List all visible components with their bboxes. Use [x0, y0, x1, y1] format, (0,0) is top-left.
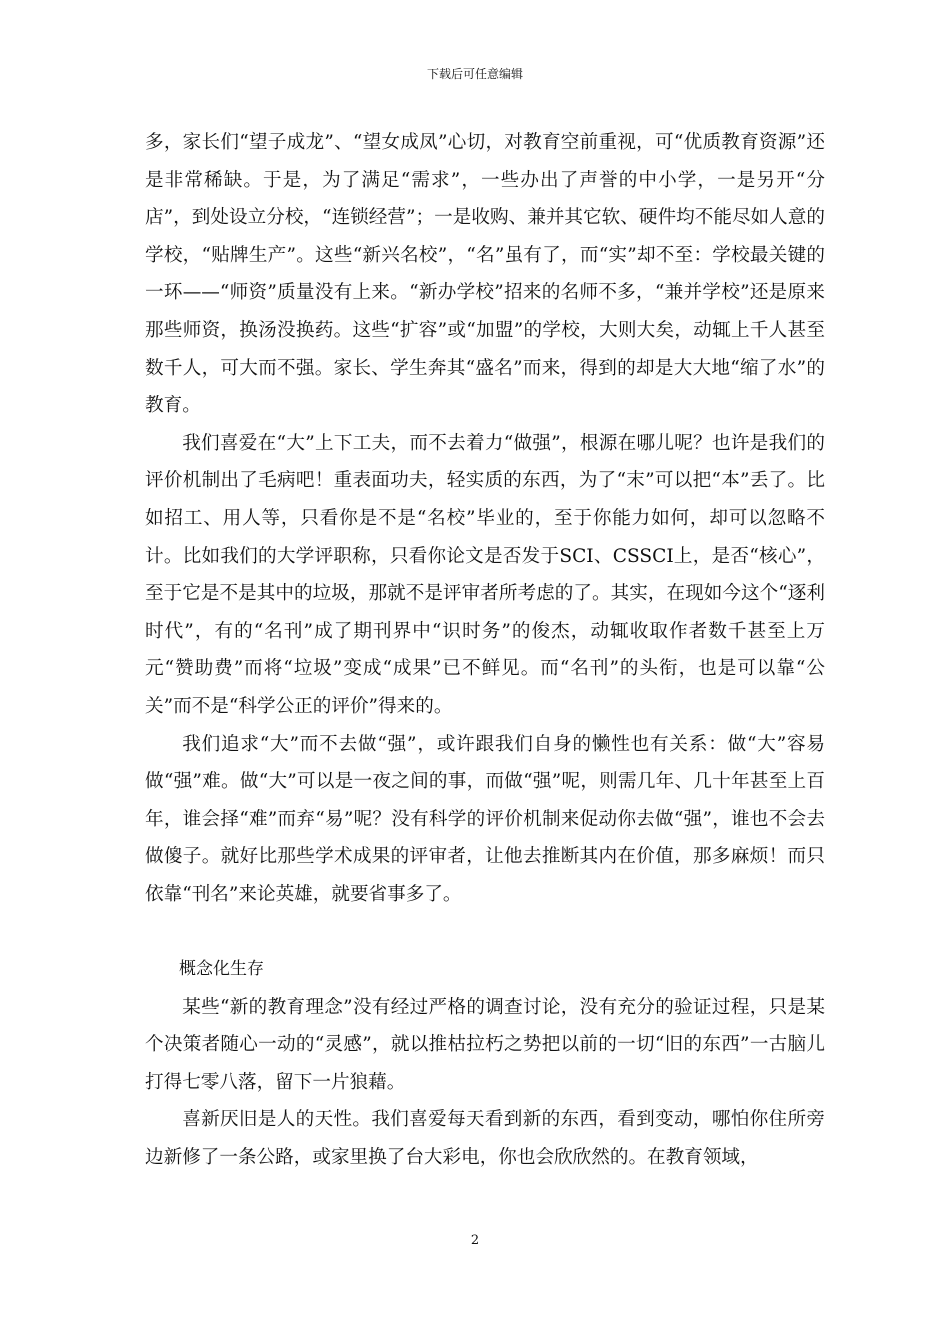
paragraph-5: 喜新厌旧是人的天性。我们喜爱每天看到新的东西，看到变动，哪怕你住所旁边新修了一条公路，或家里换了台大彩电，你也会欣欣然的。在教育领域， [145, 1109, 825, 1169]
paragraph-3: 我们追求“大”而不去做“强”，或许跟我们自身的懒性也有关系：做“大”容易做“强”难。做“大”可以是一夜之间的事，而做“强”呢，则需几年、几十年甚至上百年，谁会择“难”而弃“易”呢？没有科学的评价机制来促动你去做“强”，谁也不会去做傻子。就好比那些学术成果的评审者，让他去推断其内在价值，那多麻烦！而只依靠“刊名”来论英雄，就要省事多了。 [145, 733, 825, 905]
page-number: 2 [470, 1233, 480, 1248]
paragraph-1: 多，家长们“望子成龙”、“望女成凤”心切，对教育空前重视，可“优质教育资源”还是非常稀缺。于是，为了满足“需求”，一些办出了声誉的中小学，一是另开“分店”，到处设立分校，“连锁经营”；一是收购、兼并其它软、硬件均不能尽如人意的学校，“贴牌生产”。这些“新兴名校”，“名”虽有了，而“实”却不至：学校最关键的一环——“师资”质量没有上来。“新办学校”招来的名师不多，“兼并学校”还是原来那些师资，换汤没换药。这些“扩容”或“加盟”的学校，大则大矣，动辄上千人甚至数千人，可大而不强。家长、学生奔其“盛名”而来，得到的却是大大地“缩了水”的教育。 [145, 132, 825, 417]
document-body [145, 124, 825, 1177]
paragraph-4: 某些“新的教育理念”没有经过严格的调查讨论，没有充分的验证过程，只是某个决策者随心一动的“灵感”，就以推枯拉朽之势把以前的一切“旧的东西”一古脑儿打得七零八落，留下一片狼藉。 [145, 996, 825, 1093]
paragraph-2: 我们喜爱在“大”上下工夫，而不去着力“做强”，根源在哪儿呢？也许是我们的评价机制出了毛病吧！重表面功夫，轻实质的东西，为了“末”可以把“本”丢了。比如招工、用人等，只看你是不是“名校”毕业的，至于你能力如何，却可以忽略不计。比如我们的大学评职称，只看你论文是否发于SCI、CSSCI上，是否“核心”，至于它是不是其中的垃圾，那就不是评审者所考虑的了。其实，在现如今这个“逐利时代”，有的“名刊”成了期刊界中“识时务”的俊杰，动辄收取作者数千甚至上万元“赞助费”而将“垃圾”变成“成果”已不鲜见。而“名刊”的头衔，也是可以靠“公关”而不是“科学公正的评价”得来的。 [145, 432, 825, 717]
paragraph-gap [145, 913, 825, 951]
page-header: 下载后可任意编辑 [426, 67, 523, 81]
section-heading: 概念化生存 [179, 959, 264, 980]
